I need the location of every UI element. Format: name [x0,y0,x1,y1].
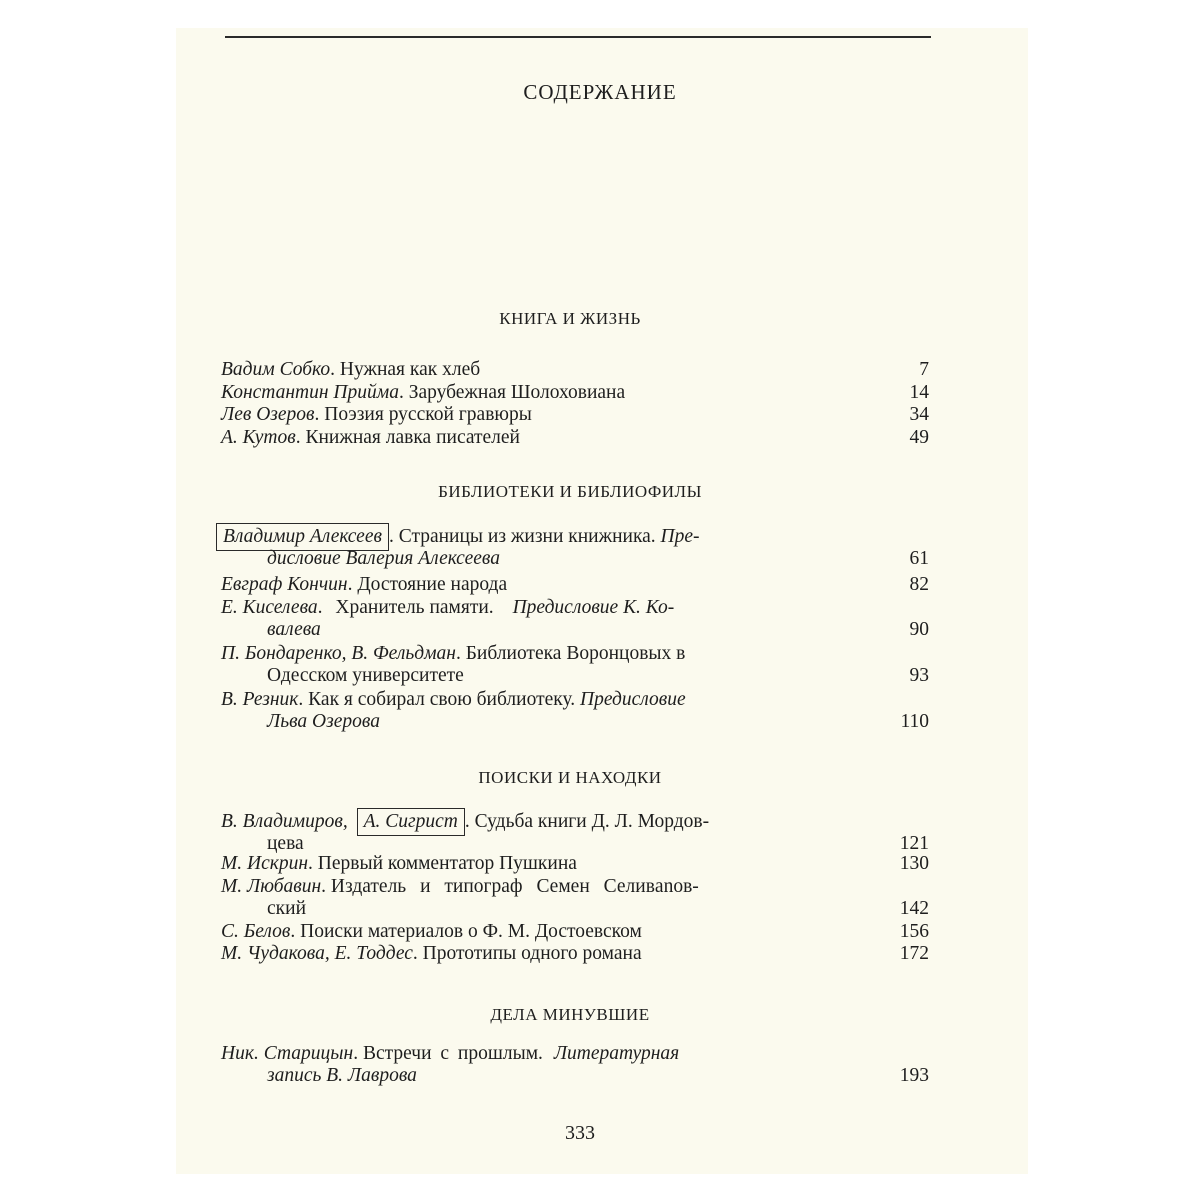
entry-title: Первый комментатор Пушкина [317,853,577,874]
toc-entry: М. Искрин. Первый комментатор Пушкина 130 [221,853,929,874]
toc-entry: Владимир Алексеев . Страницы из жизни книжника. Пре- дисловие Валерия Алексеева 61 [221,526,931,570]
entry-author: Е. Киселева [221,597,318,618]
entry-note: Предисловие [580,689,686,710]
toc-entry: П. Бондаренко, В. Фельдман. Библиотека Воронцовых в Одесском университете 93 [221,643,929,686]
toc-entry: А. Кутов. Книжная лавка писателей 49 [221,427,929,448]
entry-page-number: 93 [909,665,929,686]
entry-page-number: 142 [899,898,929,919]
toc-entry: Е. Киселева. Хранитель памяти. Предисловие К. Ко- валева 90 [221,597,929,640]
entry-title-continued: Одесском университете [267,665,464,686]
entry-author: С. Белов [221,921,291,942]
entry-page-number: 121 [899,833,929,854]
entry-page-number: 14 [909,382,929,403]
page-number: 333 [565,1122,595,1144]
toc-entry: М. Чудакова, Е. Тоддес. Прототипы одного романа 172 [221,943,929,964]
entry-title: Зарубежная Шолоховиана [408,382,626,403]
entry-page-number: 7 [919,359,929,380]
entry-author: Евграф Кончин [221,574,348,595]
toc-entry: В. Владимиров, А. Сигрист . Судьба книги Д. Л. Мордов- цева 121 [221,811,931,855]
entry-title: Библиотека Воронцовых в [465,643,686,664]
entry-note: Предисловие К. Ко- [512,597,675,618]
entry-page-number: 172 [899,943,929,964]
entry-title: Страницы из жизни книжника. [398,526,656,547]
entry-note: Литературная [553,1043,680,1064]
entry-title: Поэзия русской гравюры [324,404,532,425]
entry-page-number: 90 [909,619,929,640]
entry-note-continued: дисловие Валерия Алексеева [267,548,500,569]
toc-entry: Ник. Старицын. Встречи с прошлым. Литературная запись В. Лаврова 193 [221,1043,929,1086]
entry-page-number: 193 [899,1065,929,1086]
entry-author: М. Чудакова, Е. Тоддес [221,943,413,964]
entry-note: Пре- [660,526,700,547]
entry-title: Книжная лавка писателей [305,427,520,448]
toc-entry: Лев Озеров. Поэзия русской гравюры 34 [221,404,929,425]
toc-entry: С. Белов. Поиски материалов о Ф. М. Достоевском 156 [221,921,929,942]
entry-note-continued: запись В. Лаврова [267,1065,417,1086]
entry-title: Прототипы одного романа [422,943,642,964]
entry-title-continued: ский [267,898,306,919]
section-heading-biblioteki: БИБЛИОТЕКИ И БИБЛИОФИЛЫ [438,482,702,501]
entry-author: М. Любавин [221,876,322,897]
entry-page-number: 82 [909,574,929,595]
top-rule [225,36,931,38]
entry-page-number: 130 [899,853,929,874]
entry-author: А. Кутов [221,427,296,448]
entry-page-number: 49 [909,427,929,448]
section-heading-dela-minuvshie: ДЕЛА МИНУВШИЕ [490,1005,650,1024]
entry-author: Ник. Старицын [221,1043,354,1064]
entry-title: Хранитель памяти. [335,597,494,618]
entry-note-continued: валева [267,619,321,640]
entry-author: В. Резник [221,689,299,710]
entry-author-boxed: Владимир Алексеев [216,523,389,551]
toc-entry: Вадим Собко. Нужная как хлеб 7 [221,359,929,380]
entry-author: Лев Озеров [221,404,315,425]
entry-title: Встречи с прошлым. [362,1043,543,1064]
entry-author: Константин Прийма [221,382,399,403]
entry-title-continued: цева [267,833,304,854]
entry-author: М. Искрин [221,853,309,874]
toc-entry: В. Резник. Как я собирал свою библиотеку. Предисловие Льва Озерова 110 [221,689,929,732]
entry-page-number: 61 [909,548,929,569]
entry-title: Нужная как хлеб [339,359,481,380]
entry-title: Издатель и типограф Семен Селивanов- [330,876,699,897]
entry-page-number: 156 [899,921,929,942]
toc-entry: Константин Прийма. Зарубежная Шолоховиана 14 [221,382,929,403]
section-heading-kniga-i-zhizn: КНИГА И ЖИЗНЬ [499,309,641,328]
entry-title: Достояние народа [357,574,508,595]
entry-author: В. Владимиров, [221,811,348,832]
section-heading-poiski: ПОИСКИ И НАХОДКИ [478,768,662,787]
entry-author-boxed: А. Сигрист [357,808,465,836]
toc-entry: Евграф Кончин. Достояние народа 82 [221,574,929,595]
entry-title: Как я собирал свою библиотеку. [308,689,576,710]
entry-title: Поиски материалов о Ф. М. Достоевском [300,921,642,942]
entry-author: Вадим Собко [221,359,331,380]
entry-author: П. Бондаренко, В. Фельдман [221,643,456,664]
contents-title: СОДЕРЖАНИЕ [523,80,677,104]
entry-page-number: 34 [909,404,929,425]
entry-title: Судьба книги Д. Л. Мордов- [474,811,710,832]
entry-page-number: 110 [900,711,929,732]
toc-entry: М. Любавин. Издатель и типограф Семен Селивanов- ский 142 [221,876,929,919]
entry-note-continued: Льва Озерова [267,711,380,732]
